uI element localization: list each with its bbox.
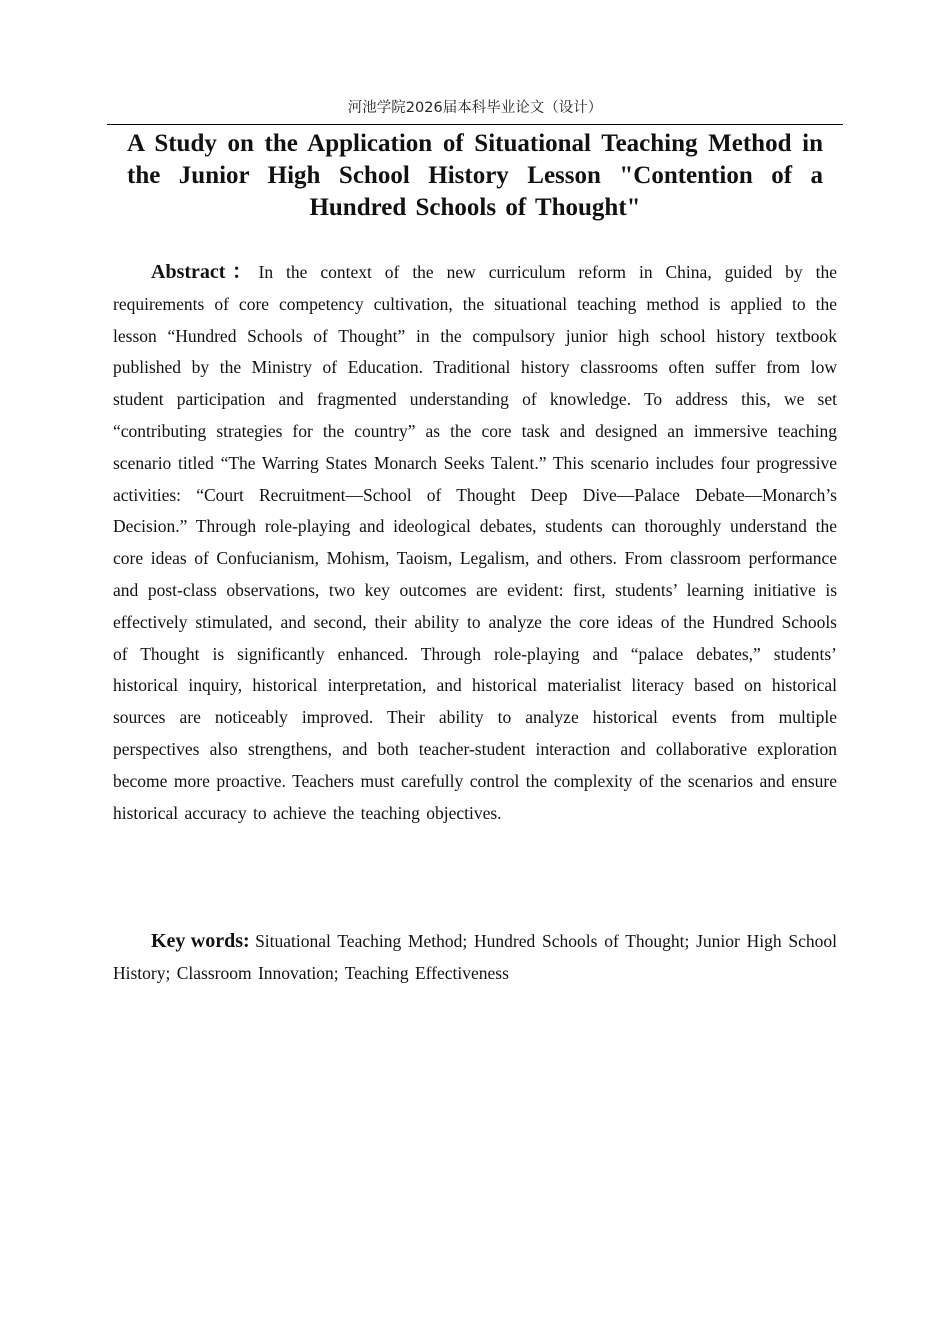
abstract-label: Abstract： xyxy=(151,261,259,283)
abstract-body: In the context of the new curriculum reform in China, guided by the requirements of core competency cultivation, the situational teaching method is applied to the lesson “Hundred Schools of Thought” in the compulsory junior high school history textbook published by the Ministry of Education. Traditional history classrooms often suffer from low student participation and fragmented understanding of knowledge. To address this, we set “contributing strategies for the country” as the core task and designed an immersive teaching scenario titled “The Warring States Monarch Seeks Talent.” This scenario includes four progressive activities: “Court Recruitment—School of Thought Deep Dive—Palace Debate—Monarch’s Decision.” Through role-playing and ideological debates, students can thoroughly understand the core ideas of Confucianism, Mohism, Taoism, Legalism, and others. From classroom performance and post-class observations, two key outcomes are evident: first, students’ learning initiative is effectively stimulated, and second, their ability to analyze the core ideas of the Hundred Schools of Thought is significantly enhanced. Through role-playing and “palace debates,” students’ historical inquiry, historical interpretation, and historical materialist literacy based on historical sources are noticeably improved. Their ability to analyze historical events from multiple perspectives also strengthens, and both teacher-student interaction and collaborative exploration become more proactive. Teachers must carefully control the complexity of the scenarios and ensure historical accuracy to achieve the teaching objectives. xyxy=(113,262,837,823)
keywords-section xyxy=(113,926,837,990)
keywords-list: Situational Teaching Method; Hundred Schools of Thought; Junior High School History; Classroom Innovation; Teaching Effectiveness xyxy=(113,931,837,983)
keywords-label: Key words: xyxy=(151,930,256,952)
running-header: 河池学院2026届本科毕业论文（设计） xyxy=(347,100,603,116)
header-divider xyxy=(107,124,843,125)
abstract-section xyxy=(113,257,837,829)
paper-title: A Study on the Application of Situational Teaching Method in the Junior High School History Lesson "Contention of a Hundred Schools of Thought" xyxy=(127,130,823,221)
